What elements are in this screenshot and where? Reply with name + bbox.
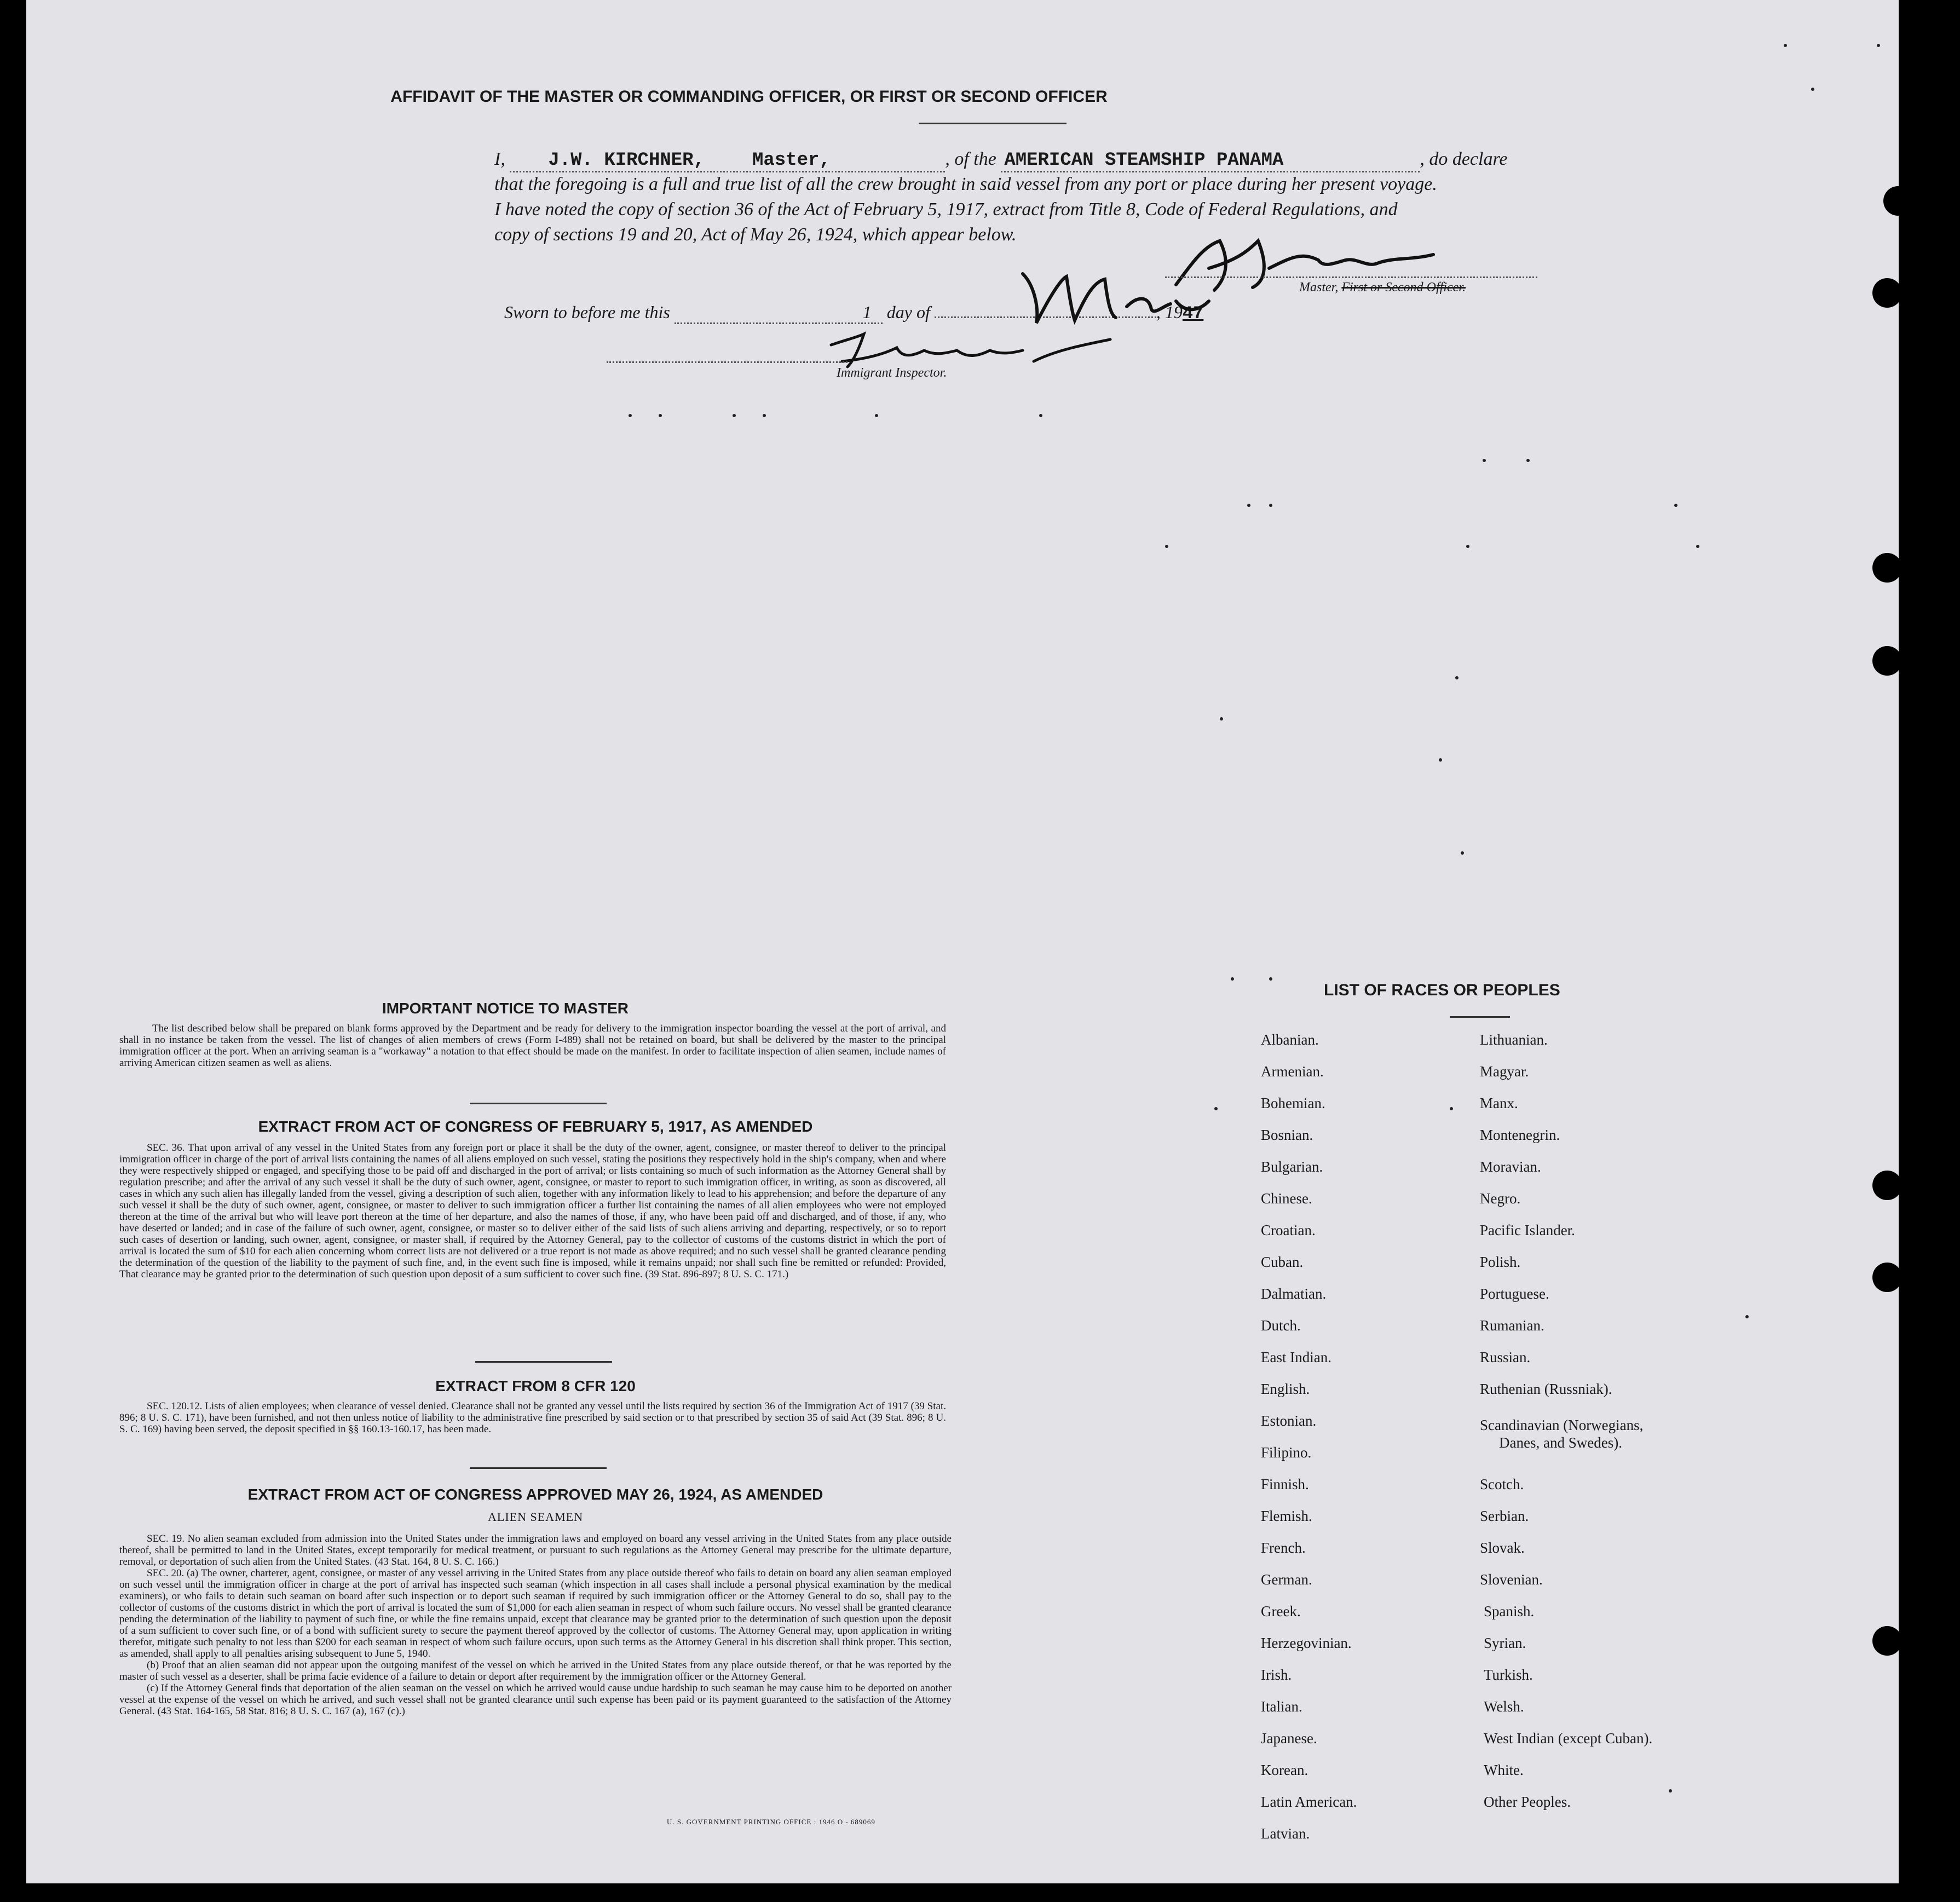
race-item: Estonian. [1261, 1413, 1317, 1429]
speck [1669, 1789, 1672, 1793]
race-item: Albanian. [1261, 1031, 1319, 1048]
affidavit-title: AFFIDAVIT OF THE MASTER OR COMMANDING OFFICER, OR FIRST OR SECOND OFFICER [390, 88, 1108, 106]
binder-hole [1872, 278, 1902, 308]
speck [1039, 414, 1042, 417]
sec-20a: SEC. 20. (a) The owner, charterer, agent, consignee, or master of any vessel arriving in the United States from any place outside thereof who fails to detain on board any alien seaman employed on such vessel until the immigration officer in charge at the port of arrival has inspected such seaman (which inspection in all cases shall include a personal physical examination by the medical examiners), or who fails to detain such seaman on board after such inspection or to deport such seaman if required by such immigration officer or the Attorney General to do so, shall pay to the collector of customs of the customs district in which the port of arrival is located the sum of $1,000 for each alien seaman in respect of whom such failure occurs. No vessel shall be granted clearance pending the determination of the liability to payment of such fine, or while the fine remains unpaid, except that clearance may be granted prior to the determination of such question upon the deposit of a sum sufficient to cover such fine, or of a bond with sufficient surety to secure the payment thereof approved by the collector of customs. The Attorney General may, upon application in writing therefor, mitigate such penalty to not less than $200 for each seaman in respect of whom such failure occurs, upon such terms as the Attorney General in his discretion shall think proper. This section, as amended, shall apply to all penalties arising subsequent to June 5, 1940. [119, 1567, 952, 1659]
race-item: Armenian. [1261, 1063, 1324, 1080]
sec-20c: (c) If the Attorney General finds that deportation of the alien seaman on the vessel on which he arrived would cause undue hardship to such seaman he may cause him to be deported on another vessel at the expense of the vessel on which he arrived, and such vessel shall not be granted clearance until such expense has been paid or its payment guaranteed to the satisfaction of the Attorney General. (43 Stat. 164-165, 58 Stat. 816; 8 U. S. C. 167 (a), 167 (c).) [119, 1682, 952, 1717]
race-item: White. [1484, 1762, 1524, 1778]
signature-label-struck: First or Second Officer. [1341, 280, 1466, 295]
extract-cfr-body: SEC. 120.12. Lists of alien employees; when clearance of vessel denied. Clearance shall not be granted any vessel until the lists required by section 36 of the Immigration Act of 1917 (39 Stat. 896; 8 U. S. C. 171), have been furnished, and not then unless notice of liability to the administrative fine prescribed by said section or to that prescribed by section 35 of said Act (39 Stat. 896; 8 U. S. C. 169) having been served, the deposit specified in §§ 160.13-160.17, has been made. [119, 1400, 946, 1435]
declaration-line-1 [494, 149, 1508, 172]
race-item: Welsh. [1484, 1698, 1524, 1715]
race-item: Magyar. [1480, 1063, 1529, 1080]
race-item: Moravian. [1480, 1159, 1541, 1175]
speck [1231, 977, 1234, 981]
declaration-line-3: I have noted the copy of section 36 of the Act of February 5, 1917, extract from Title 8, Code of Federal Regulations, and [494, 199, 1398, 220]
race-item: Korean. [1261, 1762, 1308, 1778]
binder-hole [1872, 1626, 1902, 1656]
declaration-line-2: that the foregoing is a full and true list of all the crew brought in said vessel from any port or place during her present voyage. [494, 174, 1437, 194]
name-field [510, 149, 945, 172]
extract-1924-body [119, 1533, 952, 1717]
vessel-name: AMERICAN STEAMSHIP PANAMA [1004, 150, 1284, 171]
race-item: Rumanian. [1480, 1317, 1544, 1334]
i-label: I, [494, 149, 505, 169]
extract-cfr-divider [470, 1467, 607, 1469]
race-item: Cuban. [1261, 1254, 1304, 1270]
of-the-label: , of the [945, 149, 996, 169]
day-of-label: day of [886, 302, 930, 322]
extract-1917-divider [475, 1361, 612, 1363]
race-item: Slovenian. [1480, 1571, 1543, 1588]
speck [629, 414, 632, 417]
master-rank: Master, [752, 150, 831, 171]
race-item: Irish. [1261, 1667, 1292, 1683]
race-item: Ruthenian (Russniak). [1480, 1381, 1612, 1397]
race-item: East Indian. [1261, 1349, 1331, 1365]
race-item: Pacific Islander. [1480, 1222, 1575, 1238]
title-divider [919, 123, 1067, 124]
binder-hole [1883, 186, 1913, 216]
speck [1674, 504, 1677, 507]
race-item: Bohemian. [1261, 1095, 1325, 1111]
races-divider [1450, 1016, 1510, 1018]
notice-divider [470, 1103, 607, 1104]
speck [1877, 44, 1880, 47]
race-item: Finnish. [1261, 1476, 1309, 1492]
sworn-label: Sworn to before me this [504, 302, 670, 322]
printer-credit: U. S. GOVERNMENT PRINTING OFFICE : 1946 O - 689069 [667, 1818, 875, 1826]
speck [763, 414, 766, 417]
vessel-field [1001, 149, 1420, 172]
race-item: Scandinavian (Norwegians, [1480, 1417, 1644, 1433]
speck [1745, 1315, 1749, 1318]
speck [1450, 1107, 1453, 1110]
speck [1439, 758, 1442, 762]
binder-hole [1872, 1171, 1902, 1200]
speck [1220, 717, 1223, 721]
race-item: Slovak. [1480, 1540, 1525, 1556]
speck [1269, 977, 1272, 981]
do-declare-label: , do declare [1420, 149, 1508, 169]
race-item: Japanese. [1261, 1730, 1317, 1747]
race-item: Bosnian. [1261, 1127, 1313, 1143]
speck [733, 414, 736, 417]
speck [1784, 44, 1787, 47]
sec-19: SEC. 19. No alien seaman excluded from admission into the United States under the immigration laws and employed on board any vessel arriving in the United States from any place outside thereof, shall be permitted to land in the United States, except temporarily for medical treatment, or pursuant to such regulations as the Attorney General may prescribe for the ultimate departure, removal, or deportation of such alien from the United States. (43 Stat. 164, 8 U. S. C. 166.) [119, 1533, 952, 1567]
binder-hole [1872, 553, 1902, 583]
speck [1269, 504, 1272, 507]
race-item: Latin American. [1261, 1794, 1357, 1810]
race-item: Italian. [1261, 1698, 1302, 1715]
day-field [675, 302, 883, 324]
race-item: Scotch. [1480, 1476, 1524, 1492]
races-title: LIST OF RACES OR PEOPLES [1324, 981, 1560, 999]
speck [1461, 851, 1464, 855]
race-item: Latvian. [1261, 1825, 1310, 1842]
race-item: Negro. [1480, 1190, 1521, 1207]
race-item: Greek. [1261, 1603, 1301, 1619]
inspector-line [607, 361, 848, 363]
race-item: Syrian. [1484, 1635, 1526, 1651]
sworn-year: 47 [1182, 303, 1204, 324]
race-item: Turkish. [1484, 1667, 1533, 1683]
signature-label [1299, 280, 1466, 295]
speck [1247, 504, 1250, 507]
race-item: English. [1261, 1381, 1310, 1397]
speck [1214, 1107, 1218, 1110]
speck [1696, 545, 1699, 548]
race-item: Portuguese. [1480, 1286, 1549, 1302]
race-item: Filipino. [1261, 1444, 1312, 1461]
declaration-line-4: copy of sections 19 and 20, Act of May 26, 1924, which appear below. [494, 224, 1017, 245]
extract-1924-title: EXTRACT FROM ACT OF CONGRESS APPROVED MAY 26, 1924, AS AMENDED [247, 1486, 823, 1503]
speck [1526, 459, 1530, 462]
extract-1924-subtitle: ALIEN SEAMEN [488, 1510, 583, 1524]
inspector-label: Immigrant Inspector. [837, 366, 947, 380]
speck [1165, 545, 1168, 548]
extract-cfr-title: EXTRACT FROM 8 CFR 120 [435, 1377, 636, 1394]
race-item: Herzegovinian. [1261, 1635, 1352, 1651]
race-item: Chinese. [1261, 1190, 1312, 1207]
race-item: German. [1261, 1571, 1312, 1588]
race-item: Dalmatian. [1261, 1286, 1327, 1302]
race-item: Montenegrin. [1480, 1127, 1560, 1143]
form-page [26, 0, 1899, 1883]
notice-body: The list described below shall be prepared on blank forms approved by the Department and be ready for delivery to the immigration inspector boarding the vessel at the port of arrival, and shall in no instance be taken from the vessel. The list of changes of alien members of crews (Form I-489) shall not be retained on board, but shall be delivered by the master to the principal immigration officer at the port. When an arriving seaman is a "workaway" a notation to that effect should be made on the manifest. In order to facilitate inspection of alien seamen, include names of arriving American citizen seamen as well as aliens. [119, 1023, 946, 1069]
race-item: Lithuanian. [1480, 1031, 1548, 1048]
race-item: Croatian. [1261, 1222, 1316, 1238]
year-prefix: , 19 [1156, 302, 1183, 322]
speck [875, 414, 878, 417]
speck [1466, 545, 1469, 548]
speck [1455, 676, 1459, 679]
race-item: Other Peoples. [1484, 1794, 1571, 1810]
race-item: Spanish. [1484, 1603, 1535, 1619]
extract-1917-title: EXTRACT FROM ACT OF CONGRESS OF FEBRUARY 5, 1917, AS AMENDED [258, 1118, 813, 1135]
month-handwriting [1012, 263, 1220, 328]
speck [1811, 88, 1814, 91]
signature-line [1165, 276, 1537, 278]
binder-hole [1872, 646, 1902, 676]
notice-title: IMPORTANT NOTICE TO MASTER [382, 1000, 629, 1017]
race-item: Flemish. [1261, 1508, 1312, 1524]
sworn-day: 1 [862, 302, 872, 322]
race-item: Polish. [1480, 1254, 1521, 1270]
race-item: Russian. [1480, 1349, 1531, 1365]
signature-label-master: Master, [1299, 280, 1339, 295]
race-item: Manx. [1480, 1095, 1518, 1111]
extract-1917-body: SEC. 36. That upon arrival of any vessel in the United States from any foreign port or place it shall be the duty of the owner, agent, consignee, or master thereof to deliver to the principal immigration officer in charge of the port of arrival lists containing the names of all aliens employed on such vessel, stating the positions they respectively hold in the ship's company, when and where they were respectively shipped or engaged, and specifying those to be paid off and discharged in the port of arrival; or lists containing so much of such information as the Attorney General shall by regulation prescribe; and after the arrival of any such vessel it shall be the duty of such owner, agent, consignee, or master to report to such immigration officer, in writing, as soon as discovered, all cases in which any such alien has illegally landed from the vessel, giving a description of such alien, together with any information likely to lead to his apprehension; and before the departure of any such vessel it shall be the duty of such owner, agent, consignee, or master to deliver to such immigration officer a further list containing the names of all alien employees who were not employed thereon at the time of the arrival but who will leave port thereon at the time of her departure, and also the names of those, if any, who have been paid off and discharged, and of those, if any, who have deserted or landed; and in case of the failure of such owner, agent, consignee, or master so to deliver either of the said lists of such aliens arriving and departing, respectively, or so to report such cases of desertion or landing, such owner, agent, consignee, or master shall, if required by the Attorney General, pay to the collector of customs of the customs district in which the port of arrival is located the sum of $10 for each alien concerning whom correct lists are not delivered or a true report is not made as above required; and no such vessel shall be granted clearance pending the determination of the question of the liability to the payment of such fine, and, in the event such fine is imposed, while it remains unpaid; nor shall such fine be remitted or refunded: Provided, That clearance may be granted prior to the determination of such question upon deposit of a sum sufficient to cover such fine. (39 Stat. 896-897; 8 U. S. C. 171.) [119, 1142, 946, 1280]
race-item: Danes, and Swedes). [1499, 1434, 1622, 1451]
master-name: J.W. KIRCHNER, [548, 150, 705, 171]
race-item: Dutch. [1261, 1317, 1301, 1334]
race-item: Bulgarian. [1261, 1159, 1323, 1175]
race-item: Serbian. [1480, 1508, 1529, 1524]
race-item: West Indian (except Cuban). [1484, 1730, 1653, 1747]
sec-20b: (b) Proof that an alien seaman did not appear upon the outgoing manifest of the vessel on which he arrived in the United States from any place outside thereof, or that he was reported by the master of such vessel as a deserter, shall be prima facie evidence of a failure to detain or deport after requirement by the immigration officer or the Attorney General. [119, 1659, 952, 1682]
speck [1483, 459, 1486, 462]
speck [659, 414, 662, 417]
race-item: French. [1261, 1540, 1306, 1556]
binder-hole [1872, 1263, 1902, 1292]
